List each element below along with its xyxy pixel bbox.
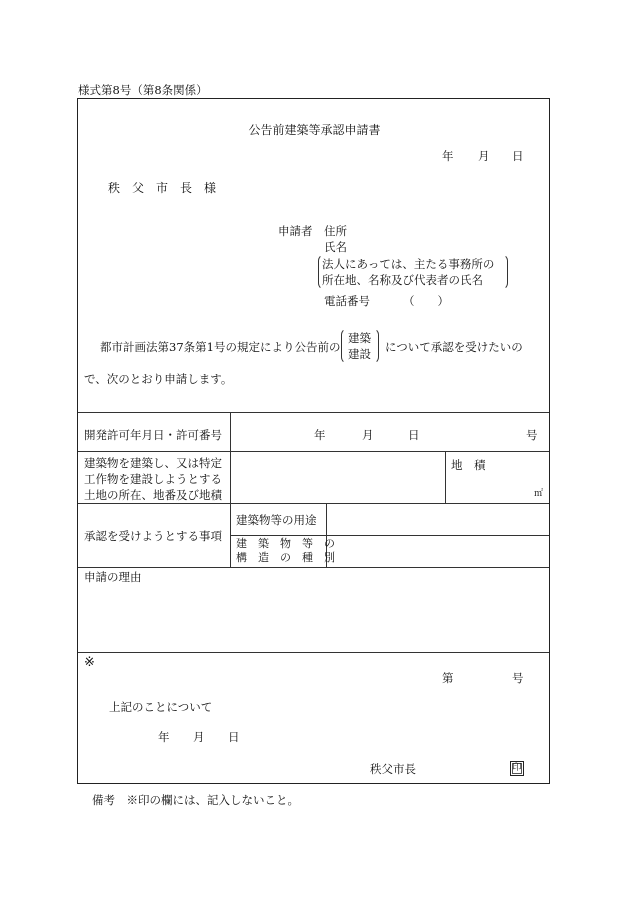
building-use-label: 建築物等の用途 xyxy=(236,513,317,527)
permit-day: 日 xyxy=(408,428,420,442)
date-year: 年 xyxy=(442,149,454,163)
rule-after-permit xyxy=(78,451,549,452)
addressee: 秩 父 市 長 様 xyxy=(108,181,217,195)
office-date-year: 年 xyxy=(158,730,170,744)
rule-after-approval xyxy=(78,567,549,568)
corp-note-line2: 所在地、名称及び代表者の氏名 xyxy=(322,273,483,287)
permit-number: 号 xyxy=(526,428,538,442)
applicant-phone-parens: （ ） xyxy=(403,294,449,308)
location-label-line2: 工作物を建設しようとする xyxy=(84,472,222,486)
body-choice-line2: 建設 xyxy=(348,347,371,361)
label-column-divider xyxy=(230,412,231,567)
permit-month: 月 xyxy=(362,428,374,442)
permit-label: 開発許可年月日・許可番号 xyxy=(84,428,222,442)
rule-after-reason xyxy=(78,652,549,653)
rule-after-location xyxy=(78,503,549,504)
body-choice-line1: 建築 xyxy=(348,331,371,345)
applicant-phone-label: 電話番号 xyxy=(324,294,370,308)
office-number-suffix: 号 xyxy=(512,671,524,685)
office-number-prefix: 第 xyxy=(442,671,454,685)
applicant-name-label: 氏名 xyxy=(324,240,347,254)
permit-year: 年 xyxy=(314,428,326,442)
form-number-label: 様式第8号（第8条関係） xyxy=(78,83,208,97)
seal-text: 印 xyxy=(512,763,522,773)
body-text-before: 都市計画法第37条第1号の規定により公告前の xyxy=(100,340,341,354)
office-regarding: 上記のことについて xyxy=(109,700,213,714)
structure-label-line2: 構 造 の 種 別 xyxy=(236,551,335,564)
approval-label: 承認を受けようとする事項 xyxy=(84,529,222,543)
location-label-line1: 建築物を建築し、又は特定 xyxy=(84,456,222,470)
area-unit: ㎡ xyxy=(534,489,544,499)
structure-label-line1: 建 築 物 等 の xyxy=(236,537,335,550)
application-form xyxy=(77,98,550,784)
reason-label: 申請の理由 xyxy=(84,570,142,584)
form-title: 公告前建築等承認申請書 xyxy=(248,123,381,137)
office-mayor: 秩父市長 xyxy=(370,762,416,776)
area-column-divider xyxy=(445,451,446,503)
date-month: 月 xyxy=(478,149,490,163)
applicant-address-label: 住所 xyxy=(324,224,347,238)
office-date-month: 月 xyxy=(193,730,205,744)
applicant-label: 申請者 xyxy=(278,224,313,238)
area-label: 地 積 xyxy=(451,458,486,472)
table-top-rule xyxy=(78,412,549,413)
body-text-after: について承認を受けたいの xyxy=(385,340,523,354)
date-day: 日 xyxy=(512,149,524,163)
body-text-line2: で、次のとおり申請します。 xyxy=(84,372,233,386)
location-label-line3: 土地の所在、地番及び地積 xyxy=(84,488,222,502)
remarks-note: 備考 ※印の欄には、記入しないこと。 xyxy=(92,793,299,807)
seal-box xyxy=(510,761,524,776)
office-use-mark: ※ xyxy=(84,655,95,670)
corp-note-line1: 法人にあっては、主たる事務所の xyxy=(322,257,495,271)
office-date-day: 日 xyxy=(228,730,240,744)
